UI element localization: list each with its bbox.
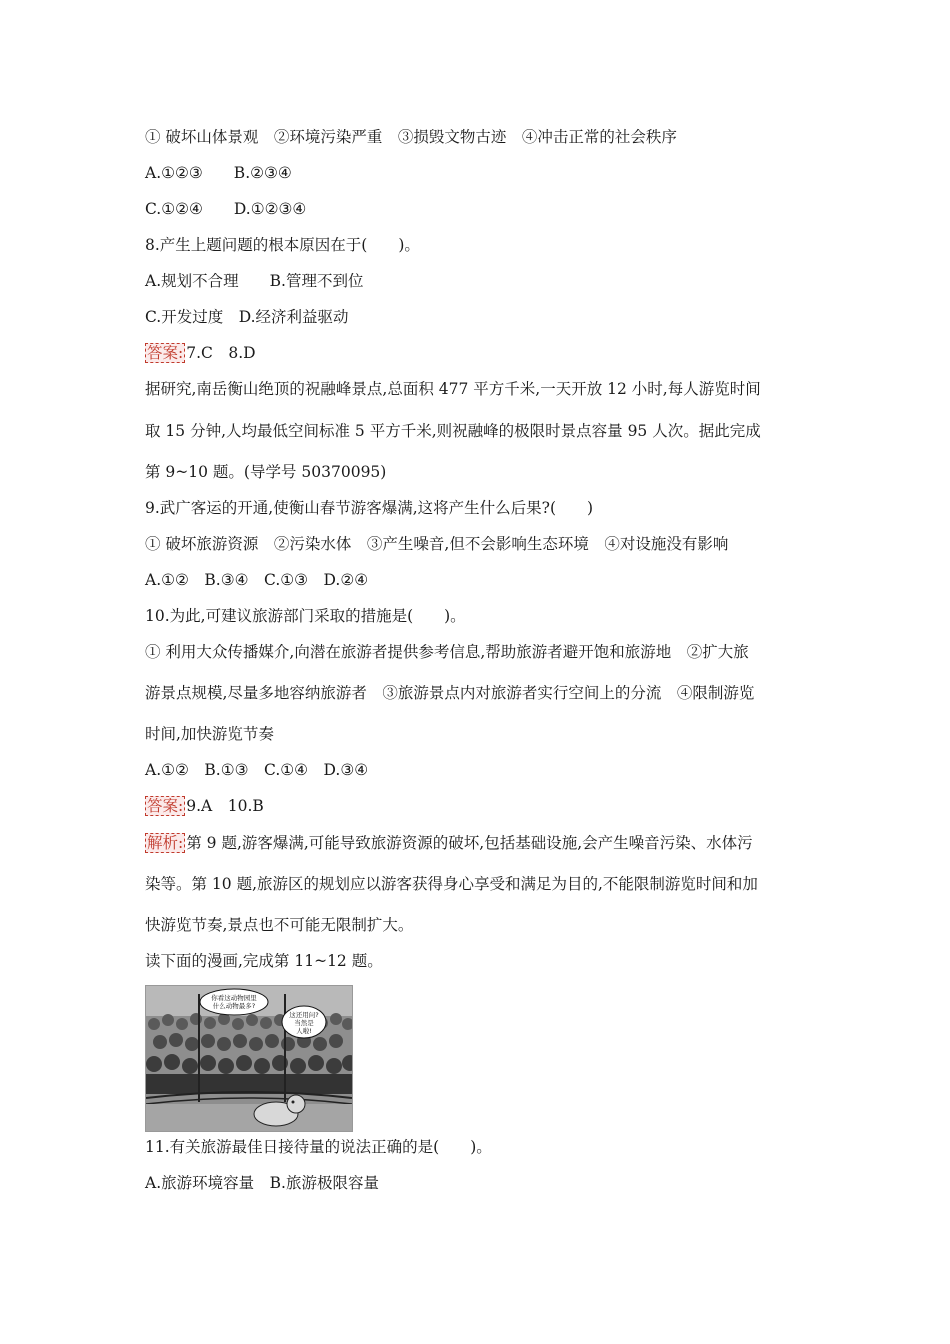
analysis-line-3: 快游览节奏,景点也不可能无限制扩大。 bbox=[145, 916, 414, 934]
q10-options-line-1: ① 利用大众传播媒介,向潜在旅游者提供参考信息,帮助旅游者避开饱和旅游地 ②扩大旅 bbox=[145, 643, 749, 661]
cartoon-illustration bbox=[146, 986, 352, 1131]
q9-choices: A.①② B.③④ C.①③ D.②④ bbox=[145, 571, 369, 589]
q9-options-statements: ① 破坏旅游资源 ②污染水体 ③产生噪音,但不会影响生态环境 ④对设施没有影响 bbox=[145, 535, 729, 553]
answer-7-8 bbox=[145, 343, 256, 363]
svg-text:什么动物最多?: 什么动物最多? bbox=[212, 1002, 256, 1010]
q7-options-statements: ① 破坏山体景观 ②环境污染严重 ③损毁文物古迹 ④冲击正常的社会秩序 bbox=[145, 128, 677, 146]
answer-tag: 答案: bbox=[147, 344, 184, 362]
q10-stem: 10.为此,可建议旅游部门采取的措施是( )。 bbox=[145, 607, 466, 625]
answer-tag: 答案: bbox=[147, 797, 184, 815]
svg-text:你看这动物园里: 你看这动物园里 bbox=[211, 994, 257, 1002]
q8-choices-ab: A.规划不合理 B.管理不到位 bbox=[145, 272, 364, 290]
q11-stem: 11.有关旅游最佳日接待量的说法正确的是( )。 bbox=[145, 1138, 492, 1156]
svg-text:当然是: 当然是 bbox=[294, 1019, 314, 1027]
q11-choices-ab: A.旅游环境容量 B.旅游极限容量 bbox=[145, 1174, 379, 1192]
analysis-text: 第 9 题,游客爆满,可能导致旅游资源的破坏,包括基础设施,会产生噪音污染、水体污 bbox=[186, 834, 753, 852]
analysis-line-1 bbox=[145, 833, 753, 853]
answer-9-10 bbox=[145, 796, 264, 816]
answer-text: 9.A 10.B bbox=[186, 797, 264, 815]
q10-choices: A.①② B.①③ C.①④ D.③④ bbox=[145, 761, 369, 779]
q8-stem: 8.产生上题问题的根本原因在于( )。 bbox=[145, 236, 420, 254]
q7-choices-ab: A.①②③ B.②③④ bbox=[145, 164, 292, 182]
svg-text:这还用问?: 这还用问? bbox=[289, 1011, 319, 1019]
analysis-tag: 解析: bbox=[147, 834, 184, 852]
cartoon-image bbox=[145, 985, 353, 1132]
q8-choices-cd: C.开发过度 D.经济利益驱动 bbox=[145, 308, 349, 326]
analysis-line-2: 染等。第 10 题,旅游区的规划应以游客获得身心享受和满足为目的,不能限制游览时间和加 bbox=[145, 875, 758, 893]
svg-text:人啦!: 人啦! bbox=[296, 1027, 312, 1035]
q10-options-line-2: 游景点规模,尽量多地容纳旅游者 ③旅游景点内对旅游者实行空间上的分流 ④限制游览 bbox=[145, 684, 755, 702]
q9-stem: 9.武广客运的开通,使衡山春节游客爆满,这将产生什么后果?( ) bbox=[145, 499, 594, 517]
passage-line-3: 第 9~10 题。(导学号 50370095) bbox=[145, 463, 387, 481]
cartoon-intro: 读下面的漫画,完成第 11~12 题。 bbox=[145, 952, 383, 970]
answer-text: 7.C 8.D bbox=[186, 344, 256, 362]
q7-choices-cd: C.①②④ D.①②③④ bbox=[145, 200, 307, 218]
passage-line-2: 取 15 分钟,人均最低空间标准 5 平方千米,则祝融峰的极限时景点容量 95 人次。据此完成 bbox=[145, 422, 761, 440]
passage-line-1: 据研究,南岳衡山绝顶的祝融峰景点,总面积 477 平方千米,一天开放 12 小时,每人游览时间 bbox=[145, 380, 761, 398]
q10-options-line-3: 时间,加快游览节奏 bbox=[145, 725, 274, 743]
